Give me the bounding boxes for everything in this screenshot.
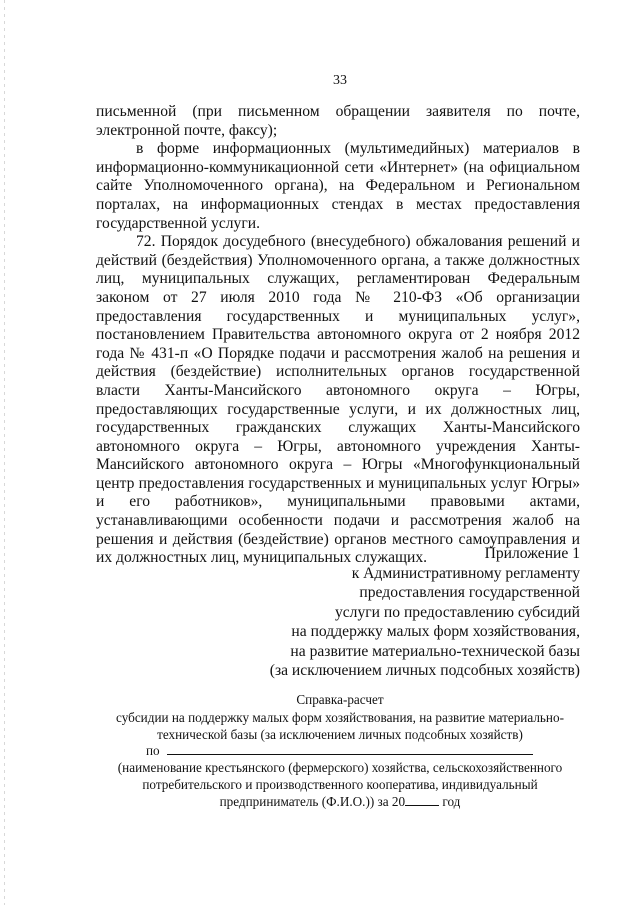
paragraph-multimedia: в форме информационных (мультимедийных) материалов в информационно-коммуникационной сети «Интернет» (на официальном сайте Уполномоченного органа), на Федеральном и Региональном порталах, на информационных стендах в местах предоставления государственной услуги. [96,140,580,232]
paragraph-written-contact: письменной (при письменном обращении заявителя по почте, электронной почте, факсу); [96,103,580,139]
appendix-line: (за исключением личных подсобных хозяйств) [269,662,580,679]
by-label: по [146,743,160,759]
recipient-name-blank [167,743,533,755]
scan-edge-artifact [4,0,5,905]
year-suffix: год [442,793,461,809]
certificate-subtitle: субсидии на поддержку малых форм хозяйствования, на развитие материально- [116,709,564,725]
year-blank [405,794,439,806]
appendix-line: на развитие материально-технической базы [290,642,580,660]
appendix-line: к Административному регламенту [351,564,580,582]
appendix-header [120,544,580,681]
certificate-note: потребительского и производственного кооператива, индивидуальный [142,776,538,792]
page-number: 33 [333,73,347,88]
certificate-note: (наименование крестьянского (фермерского) хозяйства, сельскохозяйственного [117,760,563,776]
certificate-subtitle: технической базы (за исключением личных подсобных хозяйств) [157,726,523,742]
certificate-block [100,692,580,811]
appendix-line: услуги по предоставлению субсидий [334,603,580,621]
appendix-line: предоставления государственной [359,584,580,601]
appendix-line: Приложение 1 [484,545,580,562]
certificate-title: Справка-расчет [296,692,384,707]
year-prefix: предприниматель (Ф.И.О.)) за 20 [219,793,406,809]
body-text [96,103,580,568]
appendix-line: на поддержку малых форм хозяйствования, [291,623,580,640]
certificate-note-year-line [100,794,580,811]
paragraph-72-appeal-procedure: 72. Порядок досудебного (внесудебного) обжалования решений и действий (бездействия) Уполномоченного органа, а также должностных лиц, муниципальных служащих, регламентирован Федеральным законом от 27 июля 2010 года № 210-ФЗ «Об организации предоставления государственных и муниципальных услуг», постановлением Правительства автономного округа от 2 ноября 2012 года № 431-п «О Порядке подачи и рассмотрения жалоб на решения и действия (бездействие) исполнительных органов государственной власти Ханты-Мансийского автономного округа – Югры, предоставляющих государственные услуги, и их должностных лиц, государственных гражданских служащих Ханты-Мансийского автономного округа – Югры, автономного учреждения Ханты-Мансийского автономного округа – Югры «Многофункциональный центр предоставления государственных и муниципальных услуг Югры» и его работников», муниципальными правовыми актами, устанавливающими особенности подачи и рассмотрения жалоб на решения и действия (бездействие) органов местного самоуправления и их должностных лиц, муниципальных служащих. [96,233,580,567]
certificate-by-line [100,743,580,760]
